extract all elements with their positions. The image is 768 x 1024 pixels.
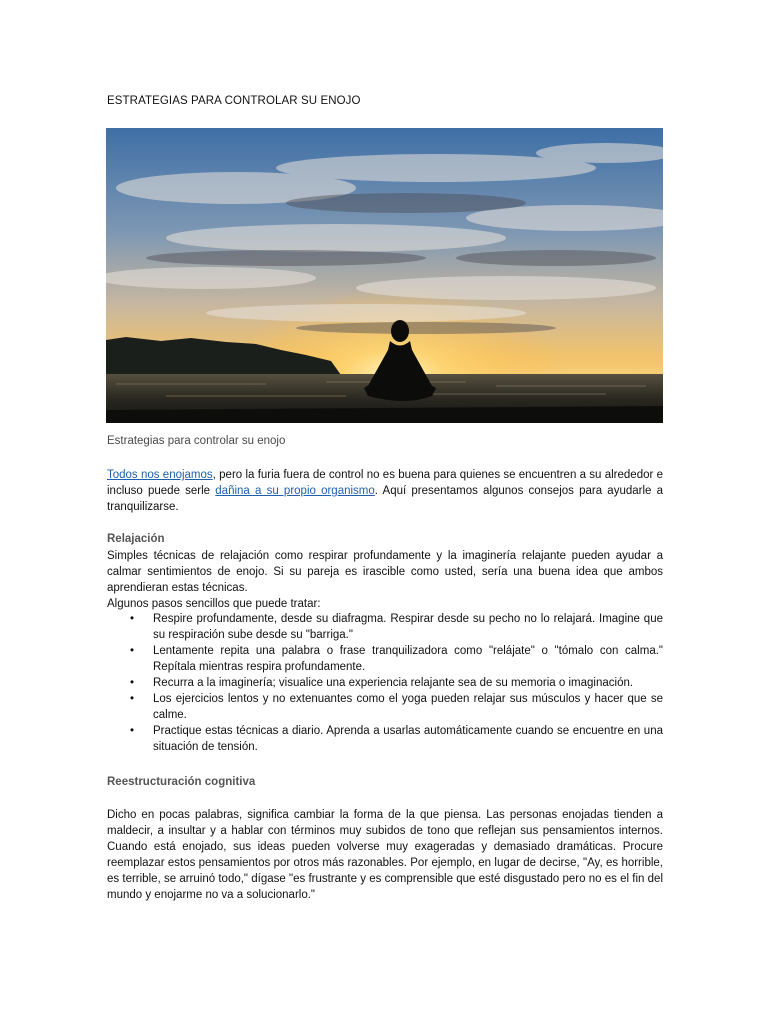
relajacion-paragraph: Simples técnicas de relajación como respirar profundamente y la imaginería relajante pueden ayudar a calmar sentimientos de enojo. Si su pareja es irascible como usted, sería una buena idea que ambos aprendieran estas técnicas. [107,550,663,594]
steps-intro: Algunos pasos sencillos que puede tratar: [107,598,321,610]
meditation-sunset-image [106,128,663,423]
intro-text-part-2: . Aquí presentamos algunos consejos para ayudarle a tranquilizarse. [107,485,663,513]
heading-reestructuracion: Reestructuración cognitiva [107,776,256,788]
list-item: • Practique estas técnicas a diario. Aprenda a usarlas automáticamente cuando se encuentre en una situación de tensión. [107,723,663,755]
reestructuracion-paragraph: Dicho en pocas palabras, significa cambiar la forma de la que piensa. Las personas enojadas tienden a maldecir, a insultar y a hablar con términos muy subidos de tono que reflejan sus pensamientos internos. Cuando está enojado, sus ideas pueden volverse muy exageradas y demasiado dramáticas. Procure reemplazar estos pensamientos por otros más razonables. Por ejemplo, en lugar de decirse, "Ay, es horrible, es terrible, se arruinó todo," dígase "es frustrante y es comprensible que esté disgustado pero no es el fin del mundo y enojarme no va a solucionarlo." [107,809,663,901]
link-danina-organismo[interactable]: dañina a su propio organismo [215,485,375,497]
intro-text-part-1: , pero la furia fuera de control no es buena para quienes se encuentren a su alrededor e incluso puede serle [107,469,663,497]
list-item: • Lentamente repita una palabra o frase tranquilizadora como "relájate" o "tómalo con calma." Repítala mientras respira profundamente. [107,643,663,675]
link-todos-nos-enojamos[interactable]: Todos nos enojamos [107,469,213,481]
list-item: • Respire profundamente, desde su diafragma. Respirar desde su pecho no lo relajará. Imagine que su respiración sube desde su "barriga." [107,611,663,643]
list-item: • Recurra a la imaginería; visualice una experiencia relajante sea de su memoria o imaginación. [107,675,663,691]
relaxation-steps-list [107,611,663,755]
heading-relajacion: Relajación [107,533,165,545]
list-item: • Los ejercicios lentos y no extenuantes como el yoga pueden relajar sus músculos y hacer que se calme. [107,691,663,723]
intro-paragraph [107,467,663,515]
document-title: ESTRATEGIAS PARA CONTROLAR SU ENOJO [107,95,361,107]
image-caption: Estrategias para controlar su enojo [107,435,286,447]
